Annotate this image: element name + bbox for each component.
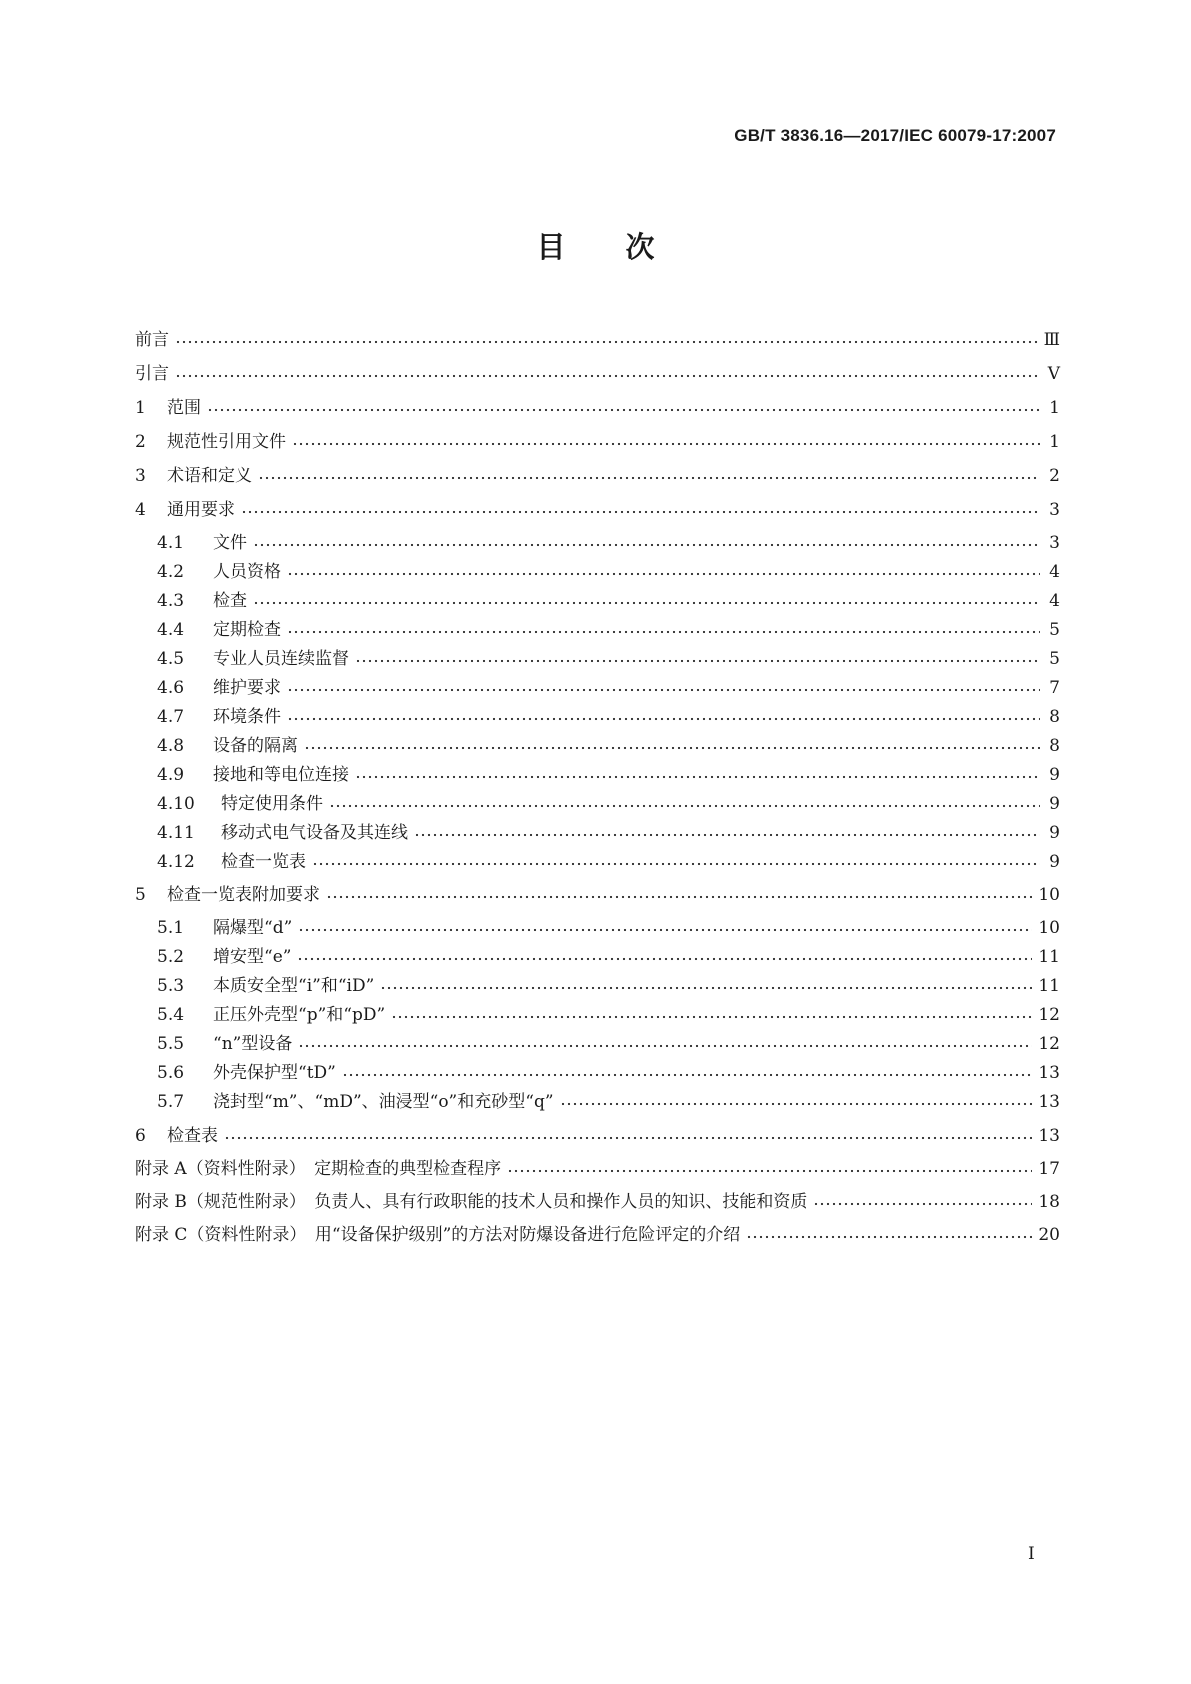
toc-entry-number: 4.7 [157, 707, 185, 727]
toc-leader-dots [241, 510, 1040, 514]
toc-entry[interactable] [157, 1088, 1060, 1112]
toc-entry[interactable] [157, 1059, 1060, 1083]
toc-leader-dots [312, 862, 1040, 866]
toc-entry[interactable] [157, 645, 1060, 669]
toc-leader-dots [287, 688, 1040, 692]
toc-entry-page: 4 [1049, 591, 1060, 611]
toc-leader-dots [253, 543, 1040, 547]
toc-entry-number: 4.3 [157, 591, 185, 611]
toc-entry[interactable] [157, 1001, 1060, 1025]
toc-entry-label: 检查 [213, 591, 247, 611]
toc-entry-label: 正压外壳型“p”和“pD” [213, 1005, 386, 1025]
toc-leader-dots [329, 804, 1040, 808]
toc-leader-dots [326, 895, 1032, 899]
toc-entry[interactable] [135, 394, 1060, 418]
toc-entry[interactable] [135, 1188, 1060, 1212]
toc-entry-number: 2 [135, 432, 146, 452]
toc-entry-number: 4.10 [157, 794, 195, 814]
toc-entry-label: 附录 B（规范性附录） 负责人、具有行政职能的技术人员和操作人员的知识、技能和资质 [135, 1192, 808, 1212]
toc-entry-label: 设备的隔离 [213, 736, 298, 756]
toc-entry-number: 4.6 [157, 678, 185, 698]
toc-entry-label: 特定使用条件 [221, 794, 323, 814]
toc-entry[interactable] [135, 1122, 1060, 1146]
toc-entry-page: 12 [1038, 1005, 1060, 1025]
toc-entry-label: 附录 A（资料性附录） 定期检查的典型检查程序 [135, 1159, 502, 1179]
toc-entry-number: 5.3 [157, 976, 185, 996]
page-number: I [1028, 1544, 1035, 1564]
toc-entry-label: 维护要求 [213, 678, 281, 698]
toc-entry-page: 3 [1049, 500, 1060, 520]
toc-entry-number: 4.1 [157, 533, 185, 553]
toc-leader-dots [253, 601, 1040, 605]
toc-entry-number: 4.12 [157, 852, 195, 872]
toc-entry-page: 13 [1038, 1063, 1060, 1083]
toc-leader-dots [287, 572, 1040, 576]
toc-leader-dots [380, 986, 1032, 990]
toc-entry[interactable] [135, 462, 1060, 486]
toc-entry-label: 检查一览表 [221, 852, 306, 872]
toc-entry-number: 4.5 [157, 649, 185, 669]
toc-entry-number: 4.4 [157, 620, 185, 640]
toc-entry-label: 接地和等电位连接 [213, 765, 349, 785]
toc-entry-number: 4.2 [157, 562, 185, 582]
toc-entry-page: Ⅴ [1047, 364, 1060, 384]
toc-leader-dots [224, 1136, 1032, 1140]
toc-entry[interactable] [157, 819, 1060, 843]
toc-entry[interactable] [157, 703, 1060, 727]
toc-entry-label: 浇封型“m”、“mD”、油浸型“o”和充砂型“q” [213, 1092, 554, 1112]
toc-leader-dots [813, 1202, 1032, 1206]
toc-entry-number: 5.5 [157, 1034, 185, 1054]
toc-entry-page: 10 [1038, 918, 1060, 938]
toc-entry-page: 9 [1049, 765, 1060, 785]
toc-leader-dots [207, 408, 1040, 412]
toc-leader-dots [258, 476, 1040, 480]
toc-entry[interactable] [135, 1155, 1060, 1179]
toc-entry-page: 8 [1049, 736, 1060, 756]
toc-entry-number: 4.9 [157, 765, 185, 785]
toc-entry-number: 5.7 [157, 1092, 185, 1112]
toc-leader-dots [304, 746, 1040, 750]
toc-entry-page: 13 [1038, 1092, 1060, 1112]
toc-entry-page: 2 [1049, 466, 1060, 486]
toc-leader-dots [287, 717, 1040, 721]
toc-entry-number: 5.6 [157, 1063, 185, 1083]
toc-entry[interactable] [135, 326, 1060, 350]
toc-entry-label: 术语和定义 [167, 466, 252, 486]
toc-entry[interactable] [135, 881, 1060, 905]
toc-leader-dots [560, 1102, 1033, 1106]
toc-entry-page: 11 [1038, 947, 1060, 967]
toc-entry-page: 20 [1038, 1225, 1060, 1245]
toc-entry-label: 专业人员连续监督 [213, 649, 349, 669]
toc-entry-page: 3 [1049, 533, 1060, 553]
toc-entry-label: 环境条件 [213, 707, 281, 727]
toc-entry-label: 增安型“e” [213, 947, 292, 967]
toc-entry-label: 定期检查 [213, 620, 281, 640]
toc-entry-page: 17 [1038, 1159, 1060, 1179]
toc-entry-label: “n”型设备 [213, 1034, 293, 1054]
toc-entry-number: 4.11 [157, 823, 195, 843]
toc-entry-number: 4 [135, 500, 146, 520]
toc-entry-page: 9 [1049, 852, 1060, 872]
toc-entry-page: 13 [1038, 1126, 1060, 1146]
toc-leader-dots [175, 340, 1038, 344]
toc-leader-dots [355, 659, 1040, 663]
toc-entry-page: 1 [1049, 432, 1060, 452]
toc-entry-label: 规范性引用文件 [167, 432, 286, 452]
toc-entry-page: 8 [1049, 707, 1060, 727]
toc-entry[interactable] [157, 558, 1060, 582]
toc-leader-dots [355, 775, 1040, 779]
page-title: 目次 [536, 230, 715, 264]
toc-entry-page: 5 [1049, 649, 1060, 669]
toc-entry[interactable] [157, 674, 1060, 698]
toc-entry-label: 附录 C（资料性附录） 用“设备保护级别”的方法对防爆设备进行危险评定的介绍 [135, 1225, 741, 1245]
toc-entry-label: 前言 [135, 330, 169, 350]
toc-entry-label: 外壳保护型“tD” [213, 1063, 336, 1083]
toc-entry-label: 检查表 [167, 1126, 218, 1146]
toc-entry-label: 文件 [213, 533, 247, 553]
toc-entry-number: 3 [135, 466, 146, 486]
toc-entry[interactable] [135, 496, 1060, 520]
toc-entry-page: 1 [1049, 398, 1060, 418]
toc-leader-dots [342, 1073, 1033, 1077]
toc-entry-page: 10 [1038, 885, 1060, 905]
toc-entry[interactable] [157, 587, 1060, 611]
toc-entry-page: 9 [1049, 794, 1060, 814]
toc-entry[interactable] [135, 1221, 1060, 1245]
toc-entry-label: 通用要求 [167, 500, 235, 520]
toc-entry-label: 检查一览表附加要求 [167, 885, 320, 905]
toc-entry[interactable] [157, 761, 1060, 785]
toc-leader-dots [298, 928, 1032, 932]
toc-entry-number: 5.1 [157, 918, 185, 938]
toc-entry-number: 5 [135, 885, 146, 905]
toc-entry[interactable] [157, 790, 1060, 814]
toc-entry-label: 引言 [135, 364, 169, 384]
toc-entry[interactable] [157, 914, 1060, 938]
toc-leader-dots [391, 1015, 1032, 1019]
toc-entry-label: 隔爆型“d” [213, 918, 293, 938]
toc-leader-dots [297, 957, 1032, 961]
toc-entry-page: 11 [1038, 976, 1060, 996]
toc-entry-number: 6 [135, 1126, 146, 1146]
toc-entry[interactable] [157, 848, 1060, 872]
toc-entry[interactable] [157, 616, 1060, 640]
toc-entry[interactable] [157, 732, 1060, 756]
toc-entry[interactable] [157, 943, 1060, 967]
toc-entry-number: 5.4 [157, 1005, 185, 1025]
toc-entry-page: 9 [1049, 823, 1060, 843]
toc-entry-number: 5.2 [157, 947, 185, 967]
toc-entry-label: 移动式电气设备及其连线 [221, 823, 408, 843]
toc-leader-dots [298, 1044, 1032, 1048]
toc-leader-dots [175, 374, 1040, 378]
toc-entry[interactable] [157, 972, 1060, 996]
toc-entry-label: 范围 [167, 398, 201, 418]
toc-entry-page: 18 [1038, 1192, 1060, 1212]
toc-entry-page: Ⅲ [1043, 330, 1060, 350]
toc-leader-dots [292, 442, 1040, 446]
toc-entry[interactable] [157, 529, 1060, 553]
toc-leader-dots [414, 833, 1040, 837]
toc-entry[interactable] [135, 428, 1060, 452]
toc-entry-number: 1 [135, 398, 146, 418]
toc-leader-dots [507, 1169, 1032, 1173]
toc-entry-label: 本质安全型“i”和“iD” [213, 976, 375, 996]
toc-entry-label: 人员资格 [213, 562, 281, 582]
toc-leader-dots [287, 630, 1040, 634]
toc-leader-dots [746, 1235, 1032, 1239]
toc-entry-page: 12 [1038, 1034, 1060, 1054]
toc-entry-page: 7 [1049, 678, 1060, 698]
toc-entry[interactable] [135, 360, 1060, 384]
toc-entry[interactable] [157, 1030, 1060, 1054]
toc-entry-page: 5 [1049, 620, 1060, 640]
toc-entry-number: 4.8 [157, 736, 185, 756]
standard-code: GB/T 3836.16—2017/IEC 60079-17:2007 [734, 126, 1056, 145]
toc-entry-page: 4 [1049, 562, 1060, 582]
